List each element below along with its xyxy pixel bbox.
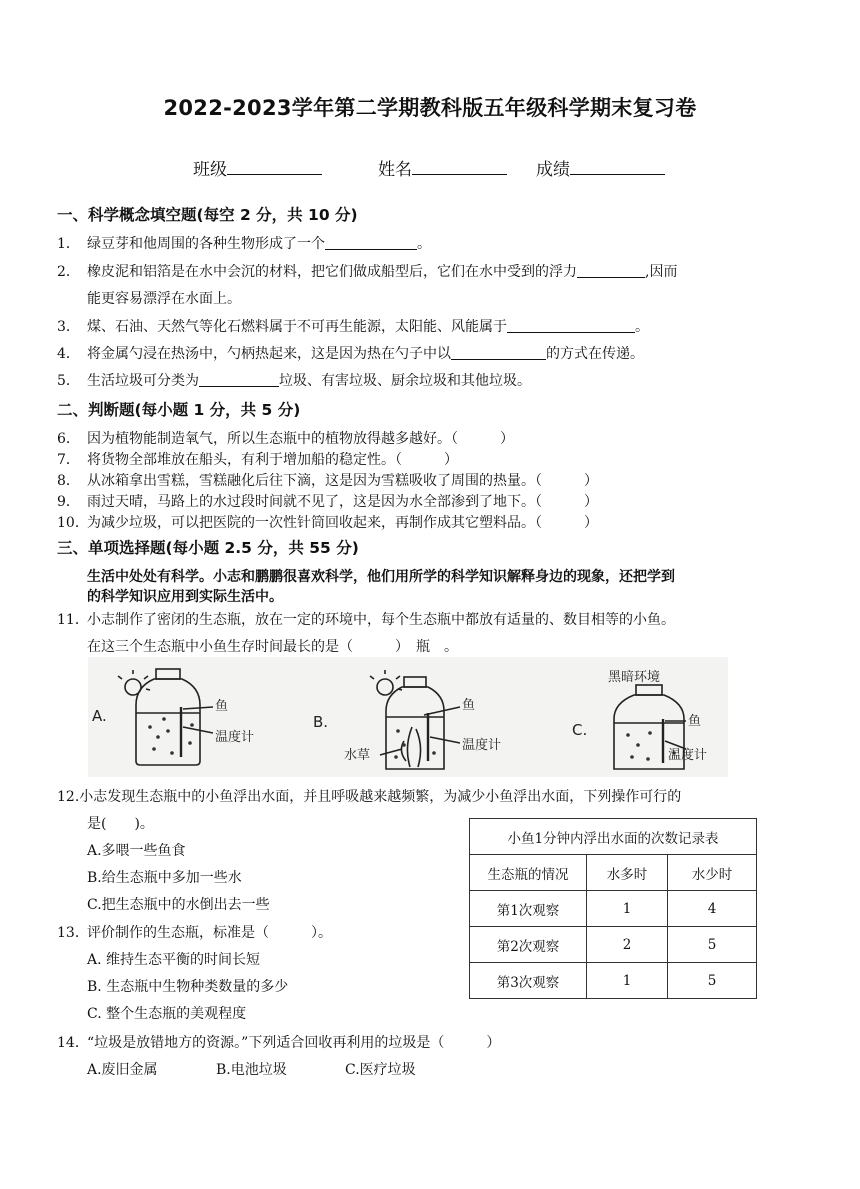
section-1-title: 一、科学概念填空题(每空 2 分，共 10 分) bbox=[57, 206, 358, 224]
table-cell: 4 bbox=[668, 891, 757, 927]
option-14-a[interactable]: A.废旧金属 bbox=[87, 1062, 158, 1078]
question-text: 为减少垃圾，可以把医院的一次性针筒回收起来，再制作成其它塑料品。（ ） bbox=[87, 515, 598, 531]
bottle-a bbox=[118, 669, 213, 765]
table-cell: 1 bbox=[587, 963, 668, 999]
answer-blank[interactable] bbox=[325, 235, 417, 250]
name-blank[interactable] bbox=[412, 158, 507, 175]
table-row bbox=[470, 927, 757, 963]
table-cell: 第3次观察 bbox=[470, 963, 587, 999]
section-3-title: 三、单项选择题(每小题 2.5 分，共 55 分) bbox=[57, 539, 359, 557]
fish-label: 鱼 bbox=[215, 699, 229, 714]
table-row bbox=[470, 891, 757, 927]
question-number: 11． bbox=[57, 612, 89, 628]
question-text: 小志制作了密闭的生态瓶，放在一定的环境中，每个生态瓶中都放有适量的、数目相等的小鱼。 bbox=[87, 612, 675, 628]
answer-blank[interactable] bbox=[507, 318, 635, 333]
question-11 bbox=[57, 609, 675, 629]
table-header: 水多时 bbox=[587, 855, 668, 891]
option-12-b[interactable]: B.给生态瓶中多加一些水 bbox=[87, 870, 242, 886]
label-b: B. bbox=[313, 713, 329, 731]
table-header: 水少时 bbox=[668, 855, 757, 891]
question-text: 将货物全部堆放在船头，有利于增加船的稳定性。（ ） bbox=[87, 452, 458, 468]
question-number: 1． bbox=[57, 236, 80, 252]
question-text: 评价制作的生态瓶，标准是（ ）。 bbox=[87, 925, 332, 941]
question-text: 垃圾、有害垃圾、厨余垃圾和其他垃圾。 bbox=[279, 373, 531, 389]
table-cell: 第2次观察 bbox=[470, 927, 587, 963]
question-number: 5． bbox=[57, 373, 80, 389]
answer-blank[interactable] bbox=[577, 263, 645, 278]
question-text: 生活垃圾可分类为 bbox=[87, 373, 199, 389]
question-12-cont: 是( )。 bbox=[87, 816, 154, 832]
option-14-c[interactable]: C.医疗垃圾 bbox=[345, 1062, 416, 1078]
question-8 bbox=[57, 470, 598, 490]
question-4 bbox=[57, 343, 644, 363]
fish-label: 鱼 bbox=[688, 714, 702, 729]
question-text: 将金属勺浸在热汤中，勺柄热起来，这是因为热在勺子中以 bbox=[87, 346, 451, 362]
question-number: 9． bbox=[57, 494, 80, 510]
question-number: 10． bbox=[57, 515, 89, 531]
question-text: 绿豆芽和他周围的各种生物形成了一个 bbox=[87, 236, 325, 252]
question-text: 的方式在传递。 bbox=[546, 346, 644, 362]
dark-environment-label: 黑暗环境 bbox=[608, 670, 661, 685]
option-13-a[interactable]: A. 维持生态平衡的时间长短 bbox=[87, 952, 261, 968]
question-number: 14． bbox=[57, 1035, 89, 1051]
class-label: 班级 bbox=[193, 160, 227, 180]
option-12-a[interactable]: A.多喂一些鱼食 bbox=[87, 843, 186, 859]
thermometer-label: 温度计 bbox=[215, 730, 255, 745]
class-field bbox=[193, 155, 322, 180]
table-header-row bbox=[470, 855, 757, 891]
grass-label: 水草 bbox=[344, 748, 371, 763]
question-number: 13． bbox=[57, 925, 89, 941]
thermometer-label: 温度计 bbox=[462, 738, 502, 753]
table-caption: 小鱼1分钟内浮出水面的次数记录表 bbox=[470, 819, 757, 855]
question-text: 因为植物能制造氧气，所以生态瓶中的植物放得越多越好。（ ） bbox=[87, 431, 514, 447]
option-12-c[interactable]: C.把生态瓶中的水倒出去一些 bbox=[87, 897, 270, 913]
sun-icon bbox=[377, 679, 393, 695]
section-2-title: 二、判断题(每小题 1 分，共 5 分) bbox=[57, 401, 301, 419]
question-text: 。 bbox=[635, 319, 649, 335]
bottle-b bbox=[370, 670, 460, 769]
question-text: “垃圾是放错地方的资源。”下列适合回收再利用的垃圾是（ ） bbox=[87, 1035, 501, 1051]
question-1 bbox=[57, 233, 431, 253]
label-c: C. bbox=[572, 721, 588, 739]
label-a: A. bbox=[92, 707, 107, 725]
table-cell: 5 bbox=[668, 927, 757, 963]
table-header: 生态瓶的情况 bbox=[470, 855, 587, 891]
question-number: 3． bbox=[57, 319, 80, 335]
question-number: 6． bbox=[57, 431, 80, 447]
thermometer-label: 温度计 bbox=[668, 748, 708, 763]
answer-blank[interactable] bbox=[199, 372, 279, 387]
table-cell: 1 bbox=[587, 891, 668, 927]
table-cell: 第1次观察 bbox=[470, 891, 587, 927]
table-cell: 2 bbox=[587, 927, 668, 963]
question-14 bbox=[57, 1032, 500, 1052]
score-blank[interactable] bbox=[570, 158, 665, 175]
question-text: 橡皮泥和铝箔是在水中会沉的材料，把它们做成船型后，它们在水中受到的浮力 bbox=[87, 264, 577, 280]
fish-label: 鱼 bbox=[462, 698, 476, 713]
question-number: 8． bbox=[57, 473, 80, 489]
question-text: ,因而 bbox=[645, 264, 678, 280]
eco-bottle-illustration bbox=[88, 657, 728, 777]
option-13-c[interactable]: C. 整个生态瓶的美观程度 bbox=[87, 1006, 247, 1022]
record-table bbox=[469, 818, 757, 999]
page-title: 2022-2023学年第二学期教科版五年级科学期末复习卷 bbox=[163, 96, 697, 120]
option-14-b[interactable]: B.电池垃圾 bbox=[216, 1062, 287, 1078]
question-text: 雨过天晴，马路上的水过段时间就不见了，这是因为水全部渗到了地下。（ ） bbox=[87, 494, 598, 510]
table-row bbox=[470, 963, 757, 999]
record-table-wrapper bbox=[469, 818, 757, 999]
question-7 bbox=[57, 449, 458, 469]
question-6 bbox=[57, 428, 514, 448]
question-number: 7． bbox=[57, 452, 80, 468]
question-2 bbox=[57, 261, 677, 281]
option-13-b[interactable]: B. 生态瓶中生物种类数量的多少 bbox=[87, 979, 289, 995]
class-blank[interactable] bbox=[227, 158, 322, 175]
question-10 bbox=[57, 512, 598, 532]
name-label: 姓名 bbox=[378, 160, 412, 180]
score-label: 成绩 bbox=[536, 160, 570, 180]
name-field bbox=[378, 155, 507, 180]
question-12: 12.小志发现生态瓶中的小鱼浮出水面，并且呼吸越来越频繁，为减少小鱼浮出水面，下列操作可行的 bbox=[57, 789, 682, 805]
question-text: 从冰箱拿出雪糕，雪糕融化后往下滴，这是因为雪糕吸收了周围的热量。（ ） bbox=[87, 473, 598, 489]
question-text: 煤、石油、天然气等化石燃料属于不可再生能源，太阳能、风能属于 bbox=[87, 319, 507, 335]
score-field bbox=[536, 155, 665, 180]
question-9 bbox=[57, 491, 598, 511]
eco-bottle-figure bbox=[88, 657, 728, 777]
section-3-intro-cont: 的科学知识应用到实际生活中。 bbox=[87, 589, 283, 605]
question-number: 4． bbox=[57, 346, 80, 362]
question-2-cont: 能更容易漂浮在水面上。 bbox=[87, 291, 241, 307]
table-cell: 5 bbox=[668, 963, 757, 999]
question-3 bbox=[57, 316, 649, 336]
section-3-intro: 生活中处处有科学。小志和鹏鹏很喜欢科学，他们用所学的科学知识解释身边的现象，还把学到 bbox=[87, 569, 675, 585]
question-13 bbox=[57, 922, 332, 942]
question-11-cont: 在这三个生态瓶中小鱼生存时间最长的是（ ） 瓶 。 bbox=[87, 639, 458, 655]
question-text: 。 bbox=[417, 236, 431, 252]
answer-blank[interactable] bbox=[451, 345, 546, 360]
question-number: 2． bbox=[57, 264, 80, 280]
question-5 bbox=[57, 370, 531, 390]
